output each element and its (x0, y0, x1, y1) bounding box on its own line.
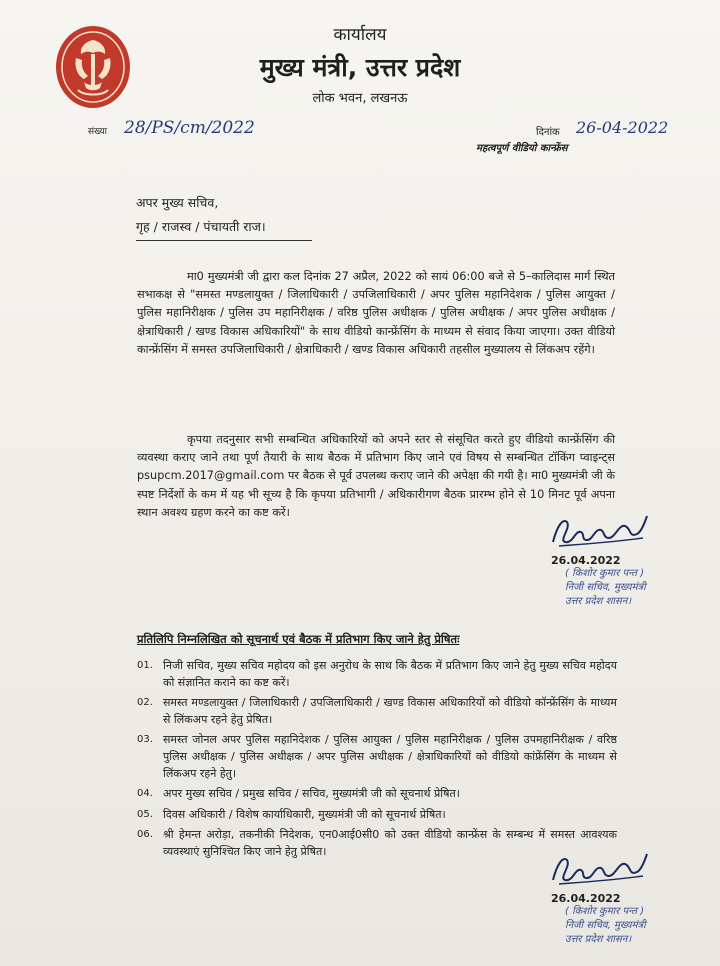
signature-block-1 (545, 508, 695, 609)
date-label: दिनांक (536, 127, 560, 138)
body-paragraph-1: मा0 मुख्यमंत्री जी द्वारा कल दिनांक 27 अप्रैल, 2022 को सायं 06:00 बजे से 5–कालिदास मार्ग स्थित सभाकक्ष से "समस्त मण्डलायुक्त / जिलाधिकारी / उपजिलाधिकारी / अपर पुलिस महानिदेशक / पुलिस आयुक्त / पुलिस महानिरीक्षक / पुलिस उप महानिरीक्षक / वरिष्ठ पुलिस अधीक्षक / पुलिस अधीक्षक / अपर पुलिस अधीक्षक / क्षेत्राधिकारी / खण्ड विकास अधिकारियों" के साथ वीडियो कान्फ्रेंसिंग के माध्यम से संवाद किया जाएगा। उक्त वीडियो कान्फ्रेंसिंग में समस्त उपजिलाधिकारी / क्षेत्राधिकारी / खण्ड विकास अधिकारी तहसील मुख्यालय से लिंकअप रहेंगे। (137, 270, 615, 356)
list-item-text: दिवस अधिकारी / विशेष कार्याधिकारी, मुख्यमंत्री जी को सूचनार्थ प्रेषित। (163, 807, 446, 821)
addressee-line-1: अपर मुख्य सचिव, (136, 195, 219, 210)
addressee-line-2: गृह / राजस्व / पंचायती राज। (136, 219, 266, 234)
list-item-text: समस्त जोनल अपर पुलिस महानिदेशक / पुलिस आयुक्त / पुलिस महानिरीक्षक / पुलिस उपमहानिरीक्षक / वरिष्ठ पुलिस अधीक्षक / पुलिस अधीक्षक / अपर पुलिस अधीक्षक / क्षेत्राधिकारियों को वीडियो कांफ्रेंसिंग के माध्यम से लिंकअप रहने हेतु। (163, 733, 617, 780)
letterhead-address: लोक भवन, लखनऊ (312, 91, 408, 106)
copy-to-list (137, 658, 617, 865)
signature-2-office: उत्तर प्रदेश शासन। (565, 934, 632, 945)
list-item (137, 807, 617, 824)
signature-2-name: ( किशोर कुमार पन्त ) (565, 906, 645, 917)
list-item-text: अपर मुख्य सचिव / प्रमुख सचिव / सचिव, मुख्यमंत्री जी को सूचनार्थ प्रेषित। (163, 787, 460, 801)
letterhead-title: मुख्य मंत्री, उत्तर प्रदेश (259, 53, 461, 82)
list-item-number: 04. (137, 788, 153, 800)
handwritten-signature-icon (545, 846, 655, 892)
body-paragraph-2: कृपया तदनुसार सभी सम्बन्धित अधिकारियों को अपने स्तर से संसूचित करते हुए वीडियो कान्फ्रेंसिंग की व्यवस्था कराए जाने तथा पूर्ण तैयारी के साथ बैठक में प्रतिभाग किए जाने एवं विषय से सम्बन्धित टॉकिंग प्वाइन्ट्स psupcm.2017@gmail.com पर बैठक से पूर्व उपलब्ध कराए जाने की अपेक्षा की गयी है। मा0 मुख्यमंत्री जी के स्पष्ट निर्देशों के कम में यह भी सूच्य है कि कृपया प्रतिभागी / अधिकारीगण बैठक प्रारम्भ होने से 10 मिनट पूर्व अपना स्थान अवश्य ग्रहण करने का कष्ट करें। (137, 433, 615, 519)
signature-1-date: 26.04.2022 (551, 554, 621, 567)
subject-tag: महत्वपूर्ण वीडियो कान्फ्रेंस (476, 143, 568, 154)
list-item (137, 786, 617, 803)
reference-row (0, 118, 720, 158)
signature-1-office: उत्तर प्रदेश शासन। (565, 596, 632, 607)
list-item (137, 695, 617, 728)
signature-2-date: 26.04.2022 (551, 892, 621, 905)
list-item-number: 05. (137, 808, 153, 820)
letter-date: 26-04-2022 (576, 118, 669, 137)
list-item-text: समस्त मण्डलायुक्त / जिलाधिकारी / उपजिलाधिकारी / खण्ड विकास अधिकारियों को वीडियो कॉन्फ्रेंसिंग के माध्यम से लिंकअप रहने हेतु प्रेषित। (163, 696, 617, 726)
office-label: कार्यालय (333, 25, 387, 45)
list-item-number: 03. (137, 734, 153, 746)
reference-number-label: संख्या (88, 127, 107, 137)
addressee-divider (136, 240, 312, 241)
signature-block-2 (545, 846, 695, 947)
reference-number: 28/PS/cm/2022 (124, 118, 255, 138)
copy-to-heading: प्रतिलिपि निम्नलिखित को सूचनार्थ एवं बैठक में प्रतिभाग किए जाने हेतु प्रेषितः (137, 632, 460, 646)
list-item-number: 01. (137, 660, 153, 671)
list-item-text: श्री हेमन्त अरोड़ा, तकनीकी निदेशक, एन0आई0सी0 को उक्त वीडियो कान्फ्रेंस के सम्बन्ध में समस्त आवश्यक व्यवस्थाएं सुनिश्चित किए जाने हेतु प्रेषित। (163, 828, 617, 858)
list-item-number: 06. (137, 829, 153, 841)
signature-1-designation: निजी सचिव, मुख्यमंत्री (565, 582, 646, 593)
handwritten-signature-icon (545, 508, 655, 554)
list-item (137, 658, 617, 691)
list-item-number: 02. (137, 697, 153, 709)
signature-2-designation: निजी सचिव, मुख्यमंत्री (565, 920, 646, 931)
list-item (137, 732, 617, 782)
signature-1-name: ( किशोर कुमार पन्त ) (565, 568, 645, 579)
list-item-text: निजी सचिव, मुख्य सचिव महोदय को इस अनुरोध के साथ कि बैठक में प्रतिभाग किए जाने हेतु मुख्य सचिव महोदय को संज्ञानित कराने का कष्ट करें। (163, 659, 617, 689)
